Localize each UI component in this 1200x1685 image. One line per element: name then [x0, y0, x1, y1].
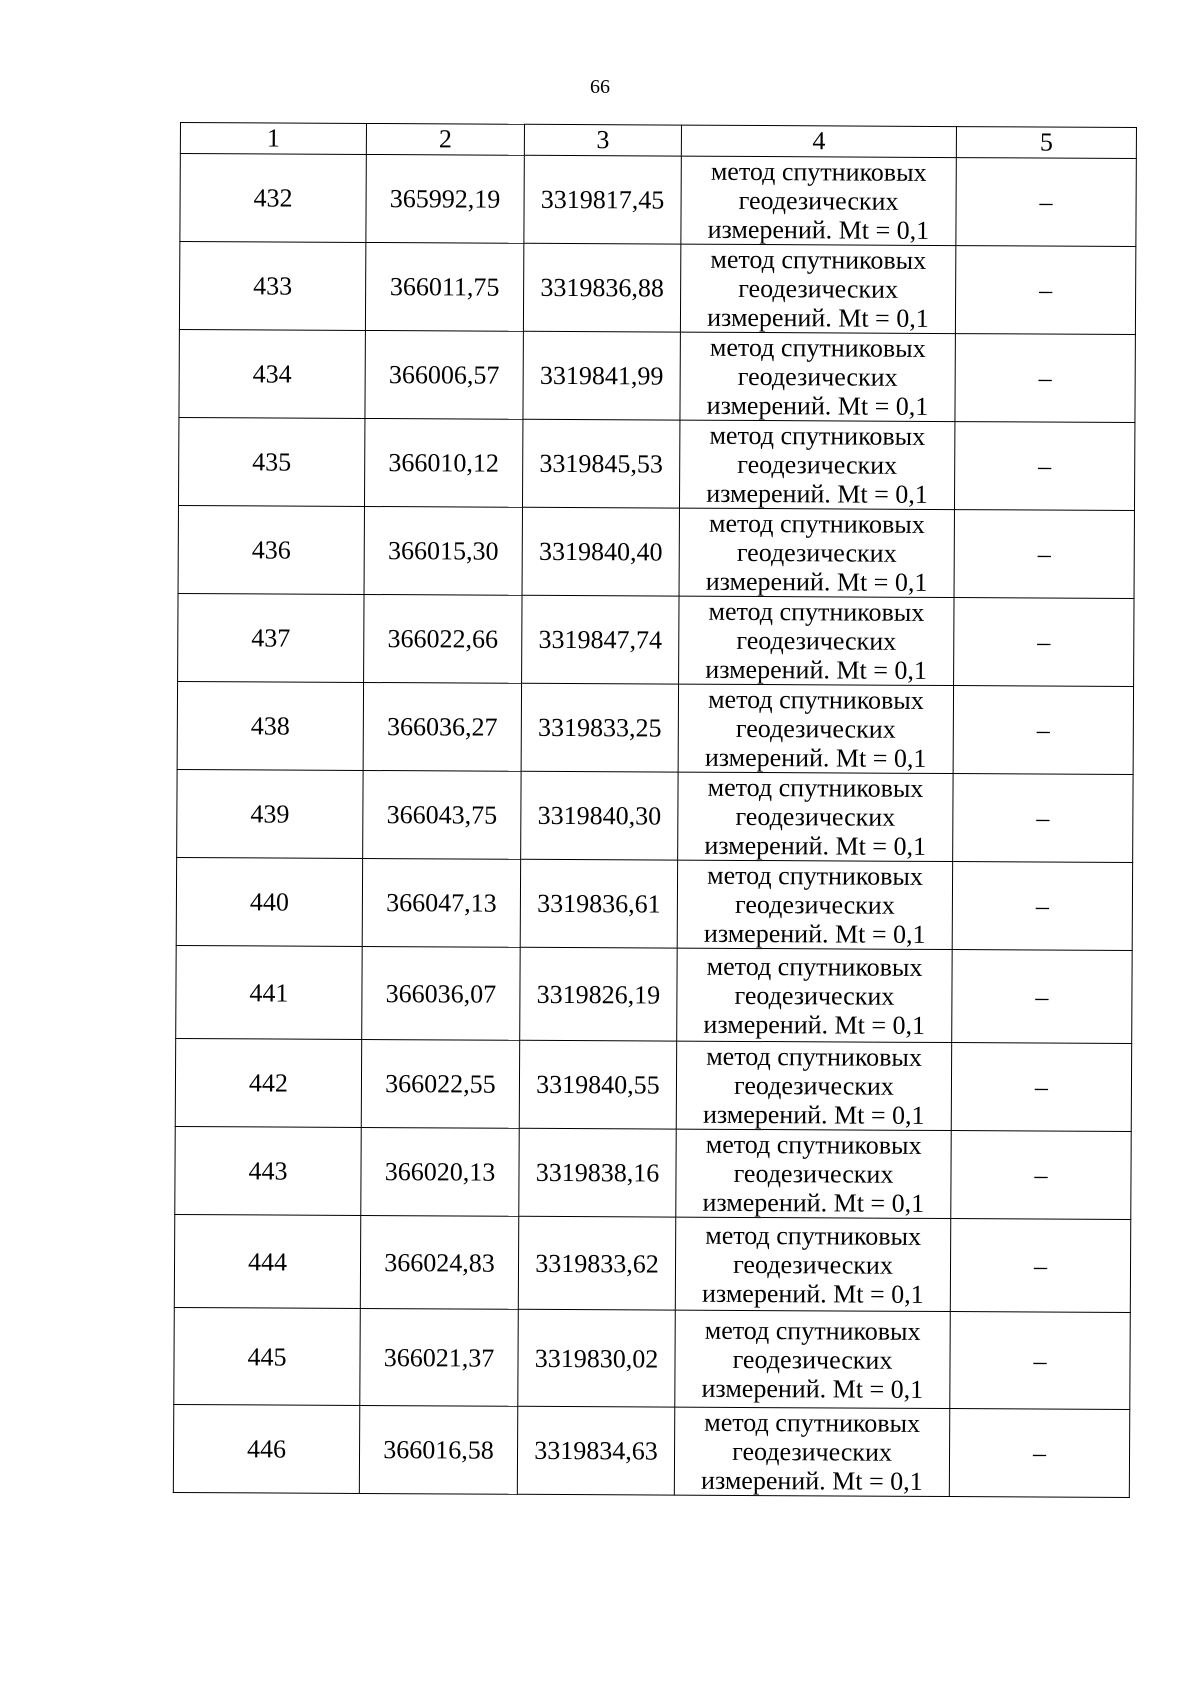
point-number-cell: 435 — [178, 417, 364, 506]
note-cell: – — [950, 1312, 1131, 1410]
method-line: измерений. Mt = 0,1 — [702, 1187, 925, 1218]
method-cell — [680, 332, 955, 421]
method-cell — [675, 1217, 950, 1311]
x-coordinate-cell: 366021,37 — [360, 1308, 519, 1406]
method-line: измерений. Mt = 0,1 — [706, 390, 929, 421]
y-coordinate-cell: 3319826,19 — [520, 947, 677, 1041]
page-number: 66 — [590, 76, 610, 98]
method-line: метод спутниковых — [708, 508, 925, 539]
point-number-cell: 444 — [174, 1214, 360, 1308]
table-row — [178, 505, 1134, 598]
method-line: геодезических — [735, 713, 896, 744]
method-line: измерений. Mt = 0,1 — [704, 742, 927, 773]
x-coordinate-cell: 366024,83 — [360, 1215, 518, 1309]
method-line: метод спутниковых — [706, 951, 923, 982]
method-line: метод спутниковых — [704, 1407, 921, 1438]
y-coordinate-cell: 3319847,74 — [522, 595, 679, 684]
x-coordinate-cell: 366015,30 — [364, 506, 522, 595]
method-cell — [674, 1407, 949, 1496]
x-coordinate-cell: 366006,57 — [365, 330, 523, 419]
point-number-cell: 443 — [175, 1126, 361, 1215]
x-coordinate-cell: 365992,19 — [366, 154, 524, 243]
table-row — [177, 681, 1133, 774]
method-line: геодезических — [737, 449, 898, 480]
note-cell: – — [953, 686, 1133, 775]
table-row — [174, 1307, 1130, 1409]
y-coordinate-cell: 3319817,45 — [524, 155, 681, 244]
note-cell: – — [954, 510, 1134, 599]
table-row — [180, 154, 1136, 247]
method-line: измерений. Mt = 0,1 — [701, 1373, 924, 1404]
note-cell: – — [950, 1219, 1130, 1313]
method-line: геодезических — [734, 889, 895, 920]
method-cell — [679, 508, 954, 597]
y-coordinate-cell: 3319840,30 — [521, 771, 678, 860]
point-number-cell: 437 — [178, 593, 364, 682]
method-line: метод спутниковых — [708, 684, 924, 715]
header-cell-2: 2 — [366, 123, 524, 155]
method-cell — [677, 860, 952, 949]
y-coordinate-cell: 3319838,16 — [519, 1128, 676, 1217]
x-coordinate-cell: 366010,12 — [364, 418, 522, 507]
method-line: метод спутниковых — [709, 420, 926, 451]
method-line: метод спутниковых — [705, 1220, 922, 1251]
method-line: геодезических — [732, 1344, 893, 1375]
note-cell: – — [953, 774, 1133, 863]
note-cell: – — [951, 1043, 1131, 1132]
note-cell: – — [952, 862, 1132, 951]
method-line: метод спутниковых — [710, 244, 927, 275]
y-coordinate-cell: 3319834,63 — [517, 1406, 674, 1495]
x-coordinate-cell: 366036,07 — [362, 946, 520, 1040]
method-cell — [679, 596, 954, 685]
method-line: измерений. Mt = 0,1 — [703, 918, 926, 949]
method-line: геодезических — [736, 625, 897, 656]
method-line: метод спутниковых — [704, 1315, 921, 1346]
point-number-cell: 432 — [180, 154, 366, 243]
y-coordinate-cell: 3319845,53 — [522, 419, 679, 508]
method-line: геодезических — [736, 537, 897, 568]
y-coordinate-cell: 3319840,55 — [519, 1040, 676, 1129]
method-line: геодезических — [738, 185, 899, 216]
x-coordinate-cell: 366011,75 — [365, 242, 523, 331]
point-number-cell: 445 — [174, 1307, 361, 1405]
note-cell: – — [954, 598, 1134, 687]
point-number-cell: 441 — [176, 945, 362, 1039]
method-line: геодезических — [737, 361, 898, 392]
table-row — [174, 1214, 1130, 1312]
x-coordinate-cell: 366047,13 — [362, 858, 520, 947]
note-cell: – — [954, 422, 1134, 511]
method-cell — [677, 948, 952, 1042]
method-line: геодезических — [734, 980, 895, 1011]
point-number-cell: 446 — [173, 1404, 359, 1493]
note-cell: – — [955, 334, 1135, 423]
method-line: измерений. Mt = 0,1 — [704, 830, 927, 861]
method-line: измерений. Mt = 0,1 — [701, 1465, 923, 1496]
method-line: измерений. Mt = 0,1 — [705, 566, 928, 597]
x-coordinate-cell: 366036,27 — [363, 682, 521, 771]
method-cell — [679, 420, 954, 509]
method-line: метод спутниковых — [707, 860, 923, 891]
y-coordinate-cell: 3319833,62 — [518, 1216, 675, 1310]
y-coordinate-cell: 3319836,61 — [520, 859, 677, 948]
method-cell — [676, 1041, 951, 1130]
point-number-cell: 438 — [177, 681, 363, 770]
point-number-cell: 439 — [177, 769, 363, 858]
table-row — [176, 945, 1132, 1043]
y-coordinate-cell: 3319840,40 — [522, 507, 679, 596]
method-line: измерений. Mt = 0,1 — [705, 654, 928, 685]
method-cell — [678, 684, 953, 773]
table-row — [175, 1038, 1131, 1131]
y-coordinate-cell: 3319841,99 — [523, 331, 680, 420]
header-cell-3: 3 — [524, 124, 681, 156]
method-line: измерений. Mt = 0,1 — [707, 214, 930, 245]
point-number-cell: 436 — [178, 505, 364, 594]
header-row — [180, 123, 1136, 159]
table-row — [179, 242, 1135, 335]
method-line: измерений. Mt = 0,1 — [702, 1099, 925, 1130]
method-line: геодезических — [733, 1158, 894, 1189]
y-coordinate-cell: 3319836,88 — [523, 243, 680, 332]
method-line: метод спутниковых — [708, 596, 925, 627]
method-line: метод спутниковых — [710, 156, 927, 187]
table-header — [180, 123, 1136, 159]
table-row — [175, 1126, 1131, 1219]
note-cell: – — [952, 950, 1132, 1044]
method-cell — [676, 1129, 951, 1218]
method-line: геодезических — [738, 273, 899, 304]
table-row — [179, 329, 1135, 422]
table-row — [178, 417, 1134, 510]
method-line: измерений. Mt = 0,1 — [701, 1278, 924, 1309]
method-line: геодезических — [735, 801, 896, 832]
x-coordinate-cell: 366022,55 — [361, 1039, 519, 1128]
point-number-cell: 442 — [175, 1038, 361, 1127]
x-coordinate-cell: 366020,13 — [361, 1127, 519, 1216]
method-cell — [678, 772, 953, 861]
note-cell: – — [956, 158, 1136, 247]
note-cell: – — [951, 1131, 1131, 1220]
table-row — [176, 857, 1132, 950]
method-line: измерений. Mt = 0,1 — [707, 302, 929, 333]
x-coordinate-cell: 366022,66 — [364, 594, 522, 683]
point-number-cell: 434 — [179, 329, 365, 418]
method-line: геодезических — [732, 1436, 892, 1467]
table-row — [173, 1404, 1129, 1497]
coordinates-table — [173, 122, 1137, 1498]
method-cell — [681, 156, 956, 245]
y-coordinate-cell: 3319830,02 — [518, 1309, 676, 1407]
method-line: метод спутниковых — [707, 772, 924, 803]
method-line: измерений. Mt = 0,1 — [703, 1009, 926, 1040]
method-line: метод спутниковых — [706, 1041, 923, 1072]
method-line: геодезических — [733, 1249, 893, 1280]
method-cell — [675, 1310, 951, 1408]
point-number-cell: 440 — [176, 857, 362, 946]
y-coordinate-cell: 3319833,25 — [521, 683, 678, 772]
note-cell: – — [955, 246, 1135, 335]
note-cell: – — [949, 1409, 1129, 1498]
method-line: геодезических — [734, 1070, 894, 1101]
point-number-cell: 433 — [179, 242, 365, 331]
table-body — [173, 154, 1136, 1498]
method-line: измерений. Mt = 0,1 — [706, 478, 928, 509]
header-cell-4: 4 — [681, 125, 956, 157]
method-cell — [680, 244, 955, 333]
header-cell-5: 5 — [956, 127, 1136, 159]
table-row — [177, 769, 1133, 862]
method-line: метод спутниковых — [705, 1129, 922, 1160]
x-coordinate-cell: 366016,58 — [359, 1405, 517, 1494]
method-line: метод спутниковых — [709, 332, 926, 363]
header-cell-1: 1 — [180, 123, 366, 155]
x-coordinate-cell: 366043,75 — [363, 770, 521, 859]
table-row — [178, 593, 1134, 686]
